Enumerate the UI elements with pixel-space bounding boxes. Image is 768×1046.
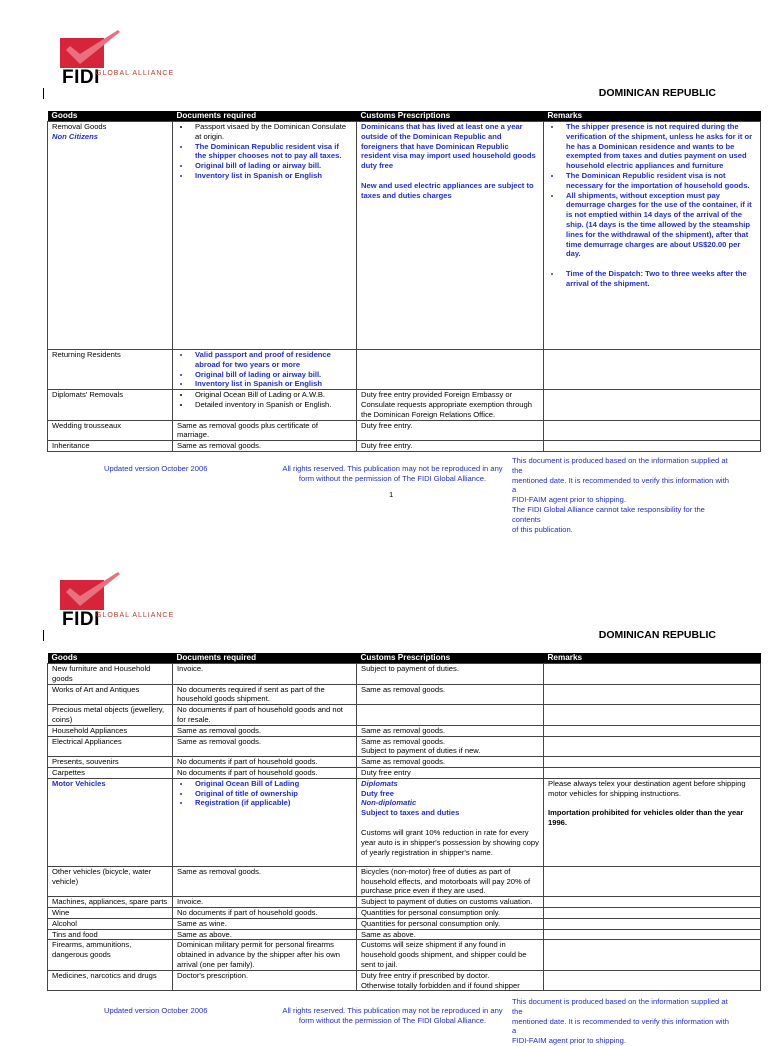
goods-cell: Medicines, narcotics and drugs bbox=[48, 970, 173, 991]
remarks-cell bbox=[544, 122, 761, 350]
table-row bbox=[48, 866, 761, 896]
goods-cell: Firearms, ammunitions, dangerous goods bbox=[48, 940, 173, 970]
documents-cell: Same as removal goods. bbox=[173, 441, 357, 452]
goods-cell: Household Appliances bbox=[48, 725, 173, 736]
list-item: • Inventory list in Spanish or English bbox=[191, 171, 352, 181]
global-alliance-tagline: GLOBAL ALLIANCE bbox=[96, 70, 175, 77]
page-2 bbox=[0, 542, 768, 1046]
documents-cell: No documents if part of household goods and not for resale. bbox=[173, 705, 357, 726]
remarks-cell bbox=[544, 970, 761, 991]
table-row bbox=[48, 725, 761, 736]
goods-cell: Inheritance bbox=[48, 441, 173, 452]
table-row bbox=[48, 441, 761, 452]
table-row bbox=[48, 705, 761, 726]
documents-cell: No documents if part of household goods. bbox=[173, 907, 357, 918]
documents-cell: Same as removal goods. bbox=[173, 866, 357, 896]
customs-cell: Same as removal goods. bbox=[357, 757, 544, 768]
footer-disclaimer: This document is produced based on the information supplied at the mentioned date. It is recommended to verify this information with a FIDI-FAIM agent prior to shipping. bbox=[512, 997, 729, 1046]
list-item: • Passport visaed by the Dominican Consulate at origin. bbox=[191, 122, 352, 142]
check-icon bbox=[60, 572, 122, 614]
table-row bbox=[48, 929, 761, 940]
table-row bbox=[48, 970, 761, 991]
list-item: • Original bill of lading or airway bill. bbox=[191, 370, 352, 380]
documents-cell bbox=[173, 350, 357, 390]
remarks-cell bbox=[544, 390, 761, 420]
goods-cell: Other vehicles (bicycle, water vehicle) bbox=[48, 866, 173, 896]
list-item: • Valid passport and proof of residence abroad for two years or more bbox=[191, 350, 352, 370]
remarks-cell bbox=[544, 664, 761, 685]
remarks-cell bbox=[544, 918, 761, 929]
remarks-cell bbox=[544, 441, 761, 452]
documents-cell: No documents if part of household goods. bbox=[173, 757, 357, 768]
documents-cell: Same as removal goods. bbox=[173, 736, 357, 757]
table-row bbox=[48, 907, 761, 918]
header-remarks: Remarks bbox=[544, 111, 761, 122]
remarks-cell: Please always telex your destination agent before shipping motor vehicles for shipping instructions. Importation prohibited for vehicles older than the year 1996. bbox=[544, 778, 761, 866]
goods-subtitle: Non Citizens bbox=[52, 131, 98, 141]
customs-cell: Duty free entry provided Foreign Embassy or Consulate requests appropriate exemption through the Dominican Foreign Relations Office. bbox=[357, 390, 544, 420]
documents-cell: Dominican military permit for personal firearms obtained in advance by the shipper after his own arrival (one per family). bbox=[173, 940, 357, 970]
table-header bbox=[48, 111, 761, 122]
documents-cell bbox=[173, 122, 357, 350]
list-item: • The shipper presence is not required during the verification of the shipment, unless he asks for it or he has a Dominican residence and wants to be exempted from taxes and duties payment on used household electric appliances and furniture bbox=[562, 122, 756, 171]
remarks-cell bbox=[544, 725, 761, 736]
list-item: • Original of title of ownership bbox=[191, 789, 352, 799]
goods-cell: Alcohol bbox=[48, 918, 173, 929]
customs-cell: Quantities for personal consumption only. bbox=[357, 907, 544, 918]
footer-rights: All rights reserved. This publication may not be reproduced in any form without the permission of The FIDI Global Alliance. bbox=[282, 464, 503, 483]
goods-cell: Tins and food bbox=[48, 929, 173, 940]
customs-cell: Duty free entry. bbox=[357, 441, 544, 452]
goods-cell: New furniture and Household goods bbox=[48, 664, 173, 685]
documents-cell: Same as removal goods. bbox=[173, 725, 357, 736]
customs-cell bbox=[357, 705, 544, 726]
list-item: • Original Ocean Bill of Lading or A.W.B. bbox=[191, 390, 352, 400]
goods-cell: Electrical Appliances bbox=[48, 736, 173, 757]
goods-cell: Wedding trousseaux bbox=[48, 420, 173, 441]
table-row bbox=[48, 897, 761, 908]
table-row bbox=[48, 767, 761, 778]
goods-cell: Wine bbox=[48, 907, 173, 918]
list-item: • The Dominican Republic resident visa if the shipper chooses not to pay all taxes. bbox=[191, 142, 352, 162]
table-row bbox=[48, 684, 761, 705]
goods-cell: Works of Art and Antiques bbox=[48, 684, 173, 705]
customs-cell: Duty free entry. bbox=[357, 420, 544, 441]
customs-cell: Subject to payment of duties on customs valuation. bbox=[357, 897, 544, 908]
remarks-cell bbox=[544, 866, 761, 896]
remarks-cell bbox=[544, 907, 761, 918]
goods-cell: Removal Goods Non Citizens bbox=[48, 122, 173, 350]
remarks-cell bbox=[544, 897, 761, 908]
list-item: • Time of the Dispatch: Two to three weeks after the arrival of the shipment. bbox=[562, 269, 756, 289]
customs-cell bbox=[357, 350, 544, 390]
goods-cell: Presents, souvenirs bbox=[48, 757, 173, 768]
table-row bbox=[48, 757, 761, 768]
goods-cell: Diplomats' Removals bbox=[48, 390, 173, 420]
remarks-cell bbox=[544, 767, 761, 778]
table-header bbox=[48, 653, 761, 664]
customs-table-page-1 bbox=[47, 111, 761, 452]
table-row bbox=[48, 736, 761, 757]
goods-cell: Returning Residents bbox=[48, 350, 173, 390]
header-documents: Documents required bbox=[173, 111, 357, 122]
customs-cell: Quantities for personal consumption only. bbox=[357, 918, 544, 929]
customs-cell: Dominicans that has lived at least one a year outside of the Dominican Republic and foreigners that have Dominican Republic resident visa may import used household goods duty free New and used electric appliances are subject to taxes and duties charges bbox=[357, 122, 544, 350]
customs-cell: Subject to payment of duties. bbox=[357, 664, 544, 685]
margin-bar bbox=[43, 88, 44, 99]
remarks-cell bbox=[544, 350, 761, 390]
header-goods: Goods bbox=[48, 111, 173, 122]
remarks-cell bbox=[544, 736, 761, 757]
documents-cell bbox=[173, 390, 357, 420]
fidi-logo bbox=[52, 572, 175, 634]
country-title: DOMINICAN REPUBLIC bbox=[598, 87, 716, 99]
country-title: DOMINICAN REPUBLIC bbox=[598, 629, 716, 641]
documents-cell: Invoice. bbox=[173, 664, 357, 685]
remarks-cell bbox=[544, 757, 761, 768]
customs-cell: Same as above. bbox=[357, 929, 544, 940]
table-row bbox=[48, 420, 761, 441]
global-alliance-tagline: GLOBAL ALLIANCE bbox=[96, 612, 175, 619]
list-item: • Inventory list in Spanish or English bbox=[191, 379, 352, 389]
documents-cell: Doctor's prescription. bbox=[173, 970, 357, 991]
table-row bbox=[48, 390, 761, 420]
customs-cell: Diplomats Duty free Non-diplomatic Subject to taxes and duties Customs will grant 10% reduction in rate for every year auto is in shipper's possession by showing copy of yearly registration in shipper's name. bbox=[357, 778, 544, 866]
documents-cell: Invoice. bbox=[173, 897, 357, 908]
table-row bbox=[48, 940, 761, 970]
list-item: • Original bill of lading or airway bill. bbox=[191, 161, 352, 171]
table-row bbox=[48, 778, 761, 866]
header-goods: Goods bbox=[48, 653, 173, 664]
list-item: • Detailed inventory in Spanish or English. bbox=[191, 400, 352, 410]
goods-cell: Machines, appliances, spare parts bbox=[48, 897, 173, 908]
customs-cell: Bicycles (non-motor) free of duties as part of household effects, and motorboats will pay 20% of purchase price even if they are used. bbox=[357, 866, 544, 896]
documents-cell: Same as removal goods plus certificate of marriage. bbox=[173, 420, 357, 441]
customs-cell: Same as removal goods. bbox=[357, 725, 544, 736]
list-item: • All shipments, without exception must pay demurrage charges for the use of the container, if it is not emptied within 14 days of the arrival of the ship. (14 days is the time allowed by the steamship lines for the withdrawal of the shipment), after that time demurrage charges are about US$20.00 per day. bbox=[562, 191, 756, 260]
check-icon bbox=[60, 30, 122, 72]
documents-cell: Same as above. bbox=[173, 929, 357, 940]
list-item: • Registration (if applicable) bbox=[191, 798, 352, 808]
documents-cell: Same as wine. bbox=[173, 918, 357, 929]
documents-cell bbox=[173, 778, 357, 866]
footer-updated: Updated version October 2006 bbox=[104, 464, 208, 473]
customs-table-page-2 bbox=[47, 653, 761, 991]
goods-cell: Carpettes bbox=[48, 767, 173, 778]
fidi-wordmark: FIDI bbox=[62, 609, 100, 630]
remarks-cell bbox=[544, 940, 761, 970]
remarks-cell bbox=[544, 929, 761, 940]
documents-cell: No documents if part of household goods. bbox=[173, 767, 357, 778]
table-row bbox=[48, 664, 761, 685]
footer-updated: Updated version October 2006 bbox=[104, 1006, 208, 1015]
table-row bbox=[48, 122, 761, 350]
header-customs: Customs Prescriptions bbox=[357, 111, 544, 122]
list-item: • The Dominican Republic resident visa is not necessary for the importation of household goods. bbox=[562, 171, 756, 191]
customs-cell: Same as removal goods. bbox=[357, 684, 544, 705]
remarks-cell bbox=[544, 705, 761, 726]
customs-cell: Duty free entry if prescribed by doctor. Otherwise totally forbidden and if found shipper bbox=[357, 970, 544, 991]
fidi-wordmark: FIDI bbox=[62, 67, 100, 88]
footer-disclaimer: This document is produced based on the information supplied at the mentioned date. It is recommended to verify this information with a FIDI-FAIM agent prior to shipping. The FIDI Global Alliance cannot take responsibility for the contents of this publication. bbox=[512, 456, 729, 534]
header-customs: Customs Prescriptions bbox=[357, 653, 544, 664]
footer-rights: All rights reserved. This publication may not be reproduced in any form without the permission of The FIDI Global Alliance. bbox=[282, 1006, 503, 1025]
list-item: • Original Ocean Bill of Lading bbox=[191, 779, 352, 789]
customs-cell: Duty free entry bbox=[357, 767, 544, 778]
margin-bar bbox=[43, 630, 44, 641]
customs-cell: Same as removal goods. Subject to payment of duties if new. bbox=[357, 736, 544, 757]
remarks-cell bbox=[544, 684, 761, 705]
fidi-logo bbox=[52, 30, 175, 92]
header-documents: Documents required bbox=[173, 653, 357, 664]
remarks-cell bbox=[544, 420, 761, 441]
table-row bbox=[48, 350, 761, 390]
goods-cell: Precious metal objects (jewellery, coins) bbox=[48, 705, 173, 726]
goods-cell: Motor Vehicles bbox=[48, 778, 173, 866]
header-remarks: Remarks bbox=[544, 653, 761, 664]
documents-cell: No documents required if sent as part of the household goods shipment. bbox=[173, 684, 357, 705]
customs-cell: Customs will seize shipment if any found in household goods shipment, and shipper could be sent to jail. bbox=[357, 940, 544, 970]
page-number: 1 bbox=[389, 490, 394, 499]
table-row bbox=[48, 918, 761, 929]
